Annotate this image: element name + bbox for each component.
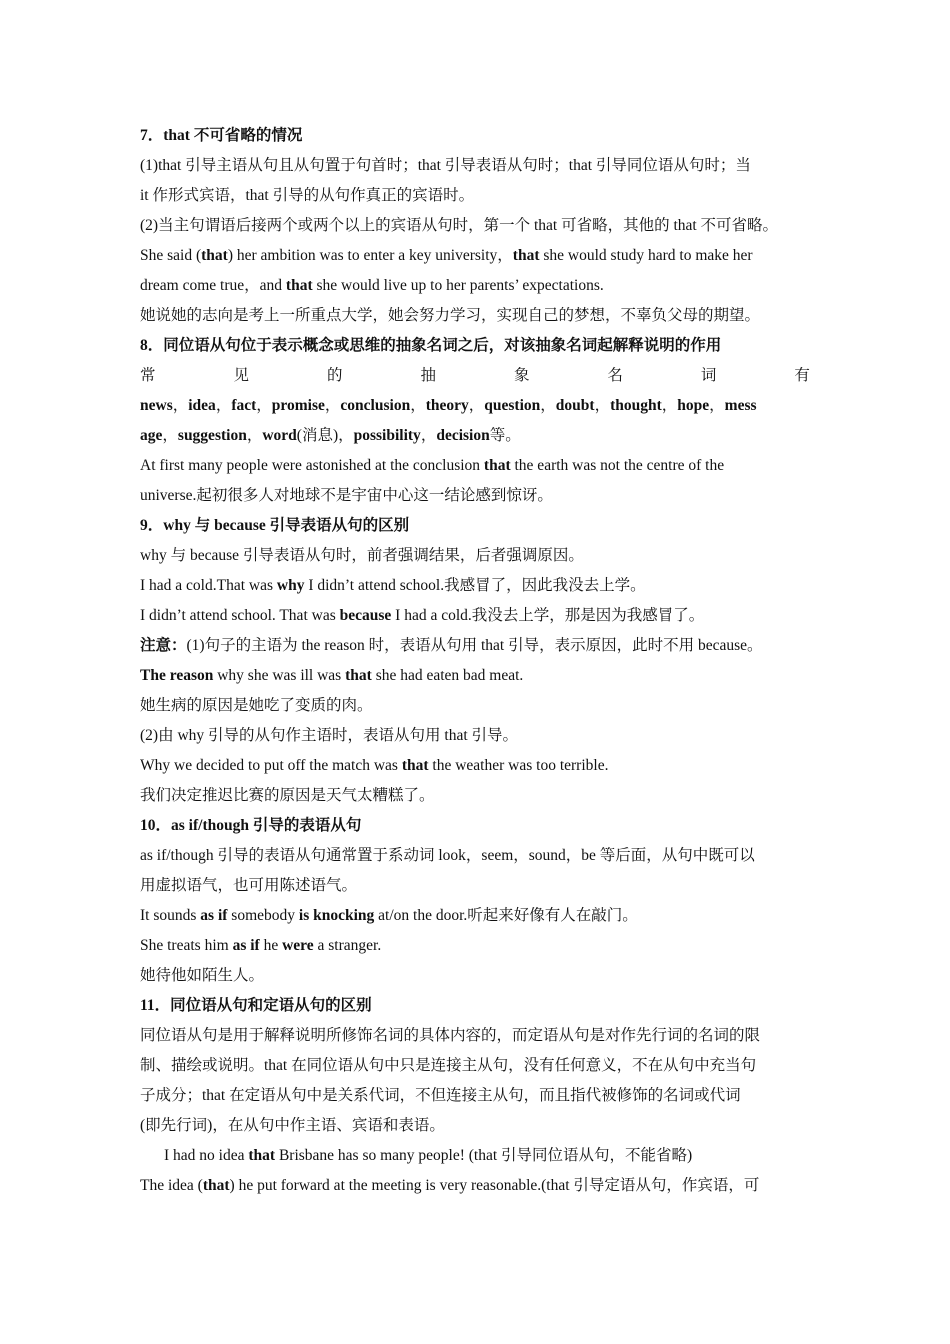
section-11-paragraph-line-3: 子成分；that 在定语从句中是关系代词，不但连接主从句，而且指代被修饰的名词或代词	[140, 1087, 741, 1104]
section-11-heading: 11．同位语从句和定语从句的区别	[140, 997, 372, 1014]
section-11-paragraph-line-2: 制、描绘或说明。that 在同位语从句中只是连接主从句，没有任何意义，不在从句中充当句	[140, 1057, 757, 1074]
note-label: 注意：	[140, 637, 187, 654]
section-11-example-1: I had no idea that Brisbane has so many people! (that 引导同位语从句，不能省略)	[164, 1147, 693, 1164]
section-9-example-2: I didn’t attend school. That was because I had a cold.我没去上学，那是因为我感冒了。	[140, 607, 705, 624]
section-10-explanation-line-1: as if/though 引导的表语从句通常置于系动词 look，seem，sound，be 等后面，从句中既可以	[140, 847, 755, 864]
section-9-example-4: Why we decided to put off the match was that the weather was too terrible.	[140, 757, 609, 774]
heading-number: 7．	[140, 127, 164, 144]
section-8-noun-list-line-1: news，idea，fact，promise，conclusion，theory，question，doubt，thought，hope，mess	[140, 397, 757, 414]
section-10-example-1: It sounds as if somebody is knocking at/on the door.听起来好像有人在敲门。	[140, 907, 638, 924]
section-10-example-2-translation: 她待他如陌生人。	[140, 967, 265, 984]
section-7-rule-1-line-1: (1)that 引导主语从句且从句置于句首时；that 引导表语从句时；that 引导同位语从句时；当	[140, 157, 751, 174]
section-7-example-line-1: She said (that) her ambition was to enter a key university，that she would study hard to make her	[140, 247, 753, 264]
section-8-heading: 8．同位语从句位于表示概念或思维的抽象名词之后，对该抽象名词起解释说明的作用	[140, 337, 722, 354]
section-9-explanation: why 与 because 引导表语从句时，前者强调结果，后者强调原因。	[140, 547, 584, 564]
section-9-example-1: I had a cold.That was why I didn’t attend school.我感冒了，因此我没去上学。	[140, 577, 646, 594]
section-8-example-line-1: At first many people were astonished at the conclusion that the earth was not the centre of the	[140, 457, 725, 474]
heading-text: 不可省略的情况	[193, 127, 303, 144]
section-11-paragraph-line-4: (即先行词)，在从句中作主语、宾语和表语。	[140, 1117, 445, 1134]
section-7-example-line-2: dream come true，and that she would live up to her parents’ expectations.	[140, 277, 604, 294]
section-11-example-2: The idea (that) he put forward at the meeting is very reasonable.(that 引导定语从句，作宾语，可	[140, 1177, 760, 1194]
section-7-rule-1-line-2: it 作形式宾语，that 引导的从句作真正的宾语时。	[140, 187, 475, 204]
section-8-example-line-2: universe.起初很多人对地球不是宇宙中心这一结论感到惊讶。	[140, 487, 553, 504]
section-9-heading: 9．why 与 because 引导表语从句的区别	[140, 517, 410, 534]
section-9-rule-2: (2)由 why 引导的从句作主语时，表语从句用 that 引导。	[140, 727, 519, 744]
section-10-heading: 10．as if/though 引导的表语从句	[140, 817, 362, 834]
heading-keyword: that	[163, 127, 190, 144]
section-7-heading	[140, 121, 816, 151]
section-9-example-3-translation: 她生病的原因是她吃了变质的肉。	[140, 697, 373, 714]
section-7-example-translation: 她说她的志向是考上一所重点大学，她会努力学习，实现自己的梦想，不辜负父母的期望。	[140, 307, 761, 324]
section-10-explanation-line-2: 用虚拟语气，也可用陈述语气。	[140, 877, 358, 894]
section-10-example-2: She treats him as if he were a stranger.	[140, 937, 382, 954]
section-9-note: 注意：(1)句子的主语为 the reason 时，表语从句用 that 引导，表示原因，此时不用 because。	[140, 637, 763, 654]
section-8-noun-list-line-2: age，suggestion，word(消息)，possibility，decision等。	[140, 427, 521, 444]
section-7-rule-2: (2)当主句谓语后接两个或两个以上的宾语从句时，第一个 that 可省略，其他的 that 不可省略。	[140, 217, 779, 234]
section-9-example-3: The reason why she was ill was that she had eaten bad meat.	[140, 667, 524, 684]
section-8-common-nouns-intro: 常 见 的 抽 象 名 词 有	[140, 367, 810, 384]
section-9-example-4-translation: 我们决定推迟比赛的原因是天气太糟糕了。	[140, 787, 435, 804]
section-11-paragraph-line-1: 同位语从句是用于解释说明所修饰名词的具体内容的，而定语从句是对作先行词的名词的限	[140, 1027, 761, 1044]
